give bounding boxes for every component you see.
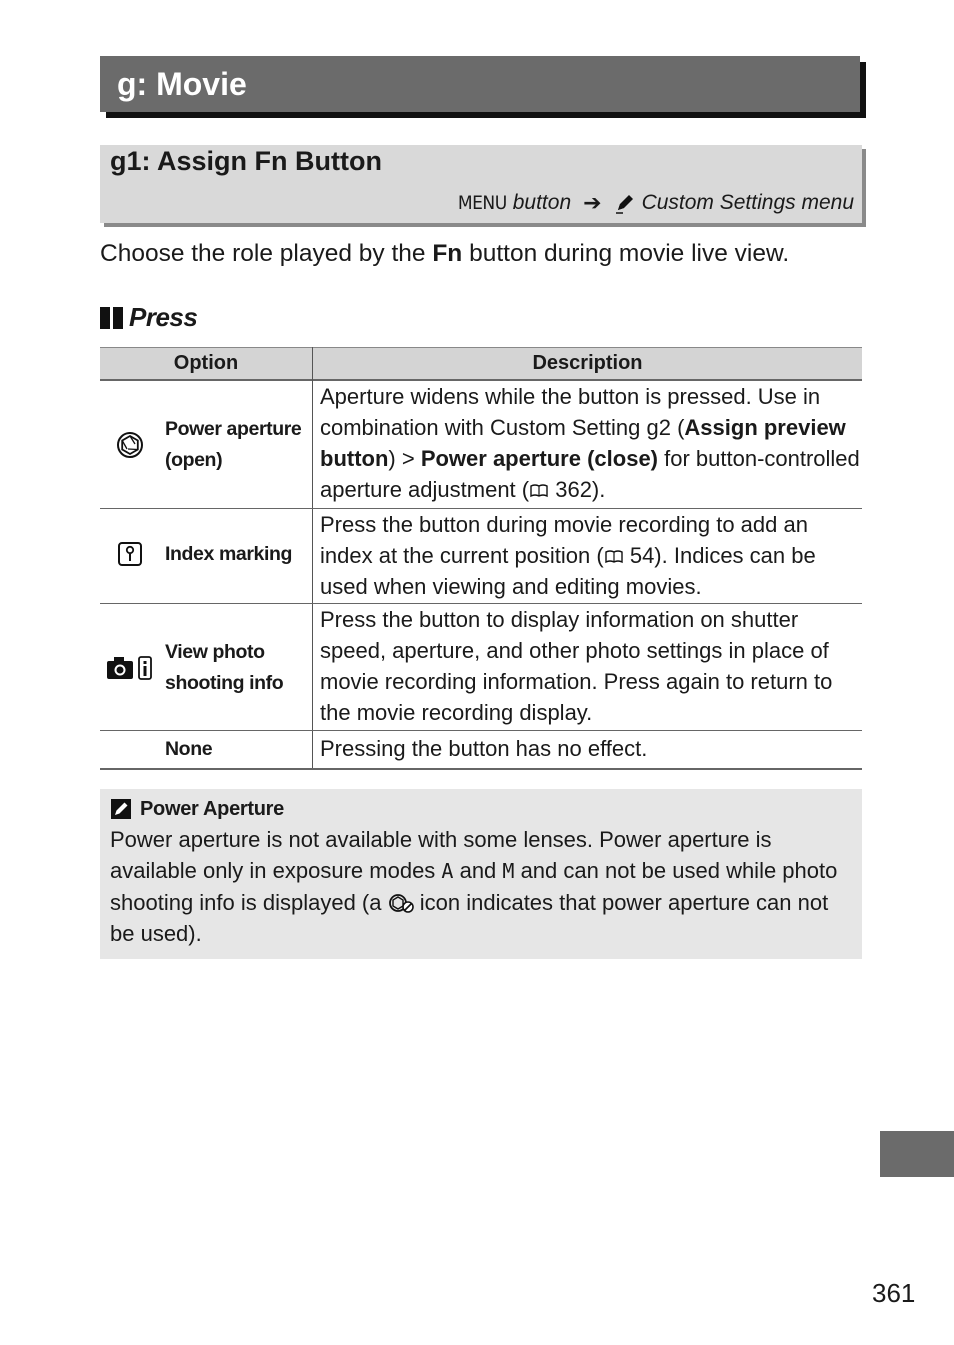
option-label-line2: (open) bbox=[165, 449, 223, 471]
note-box bbox=[100, 789, 862, 959]
section-banner bbox=[100, 56, 860, 112]
option-label bbox=[165, 604, 310, 731]
intro-text bbox=[100, 240, 789, 268]
intro-before: Choose the role played by the bbox=[100, 240, 433, 267]
column-header-description: Description bbox=[532, 352, 643, 374]
desc-text: Press the button during movie recording to add an index at the current position ( bbox=[320, 512, 808, 568]
page-number: 361 bbox=[872, 1278, 916, 1308]
setting-title: g1: Assign Fn Button bbox=[110, 146, 382, 176]
note-heading bbox=[110, 794, 852, 824]
table-row bbox=[100, 604, 862, 731]
option-label-line2: shooting info bbox=[165, 671, 284, 694]
note-text: and can not be used while photo shooting info is displayed (a bbox=[110, 858, 838, 915]
table-row bbox=[100, 731, 862, 770]
desc-text: ) > bbox=[388, 446, 421, 471]
table-header bbox=[100, 347, 862, 381]
option-label-line1: View photo bbox=[165, 640, 265, 663]
option-description: Press the button to display information on shutter speed, aperture, and other photo settings in place of movie recording information. Press again to return to the movie recording display. bbox=[320, 607, 833, 725]
power-aperture-icon bbox=[100, 381, 160, 509]
option-description: Pressing the button has no effect. bbox=[320, 736, 648, 761]
note-title: Power Aperture bbox=[140, 797, 284, 820]
option-label-line1: Index marking bbox=[165, 542, 293, 565]
note-text: icon indicates that power aperture can not be used). bbox=[110, 890, 829, 946]
menu-name: Custom Settings menu bbox=[641, 191, 854, 214]
book-icon bbox=[529, 483, 549, 498]
option-label bbox=[165, 509, 310, 599]
power-aperture-unavailable-icon bbox=[388, 893, 414, 913]
pencil-icon bbox=[614, 192, 636, 214]
option-description bbox=[320, 381, 860, 505]
desc-text: Aperture widens while the button is pressed. Use in combination with Custom Setting g2 ( bbox=[320, 384, 821, 440]
chapter-tab-marker bbox=[880, 1131, 954, 1177]
desc-bold: Power aperture (close) bbox=[420, 446, 658, 471]
mode-a-label: A bbox=[441, 859, 454, 883]
index-marking-icon bbox=[100, 509, 160, 599]
menu-key-label: MENU bbox=[457, 192, 507, 214]
option-label-line1: None bbox=[165, 738, 213, 760]
fn-key-label: Fn bbox=[432, 240, 463, 267]
mode-m-label: M bbox=[502, 859, 515, 883]
option-description bbox=[320, 509, 860, 602]
option-label bbox=[165, 381, 310, 509]
menu-button-text: button bbox=[512, 191, 572, 214]
option-label bbox=[165, 731, 310, 768]
press-heading bbox=[100, 302, 197, 333]
setting-banner bbox=[100, 145, 862, 223]
book-icon bbox=[604, 549, 624, 564]
desc-text: 54). Indices can be used when viewing and editing movies. bbox=[320, 543, 816, 599]
desc-text: for button-controlled aperture adjustment ( bbox=[320, 446, 860, 502]
section-title: g: Movie bbox=[117, 66, 247, 102]
table-row bbox=[100, 381, 862, 509]
note-text: and bbox=[453, 858, 503, 883]
pencil-note-icon bbox=[110, 798, 132, 820]
intro-after: button during movie live view. bbox=[462, 240, 790, 267]
desc-text: 362). bbox=[549, 477, 606, 502]
table-row bbox=[100, 509, 862, 604]
press-heading-text: Press bbox=[129, 302, 198, 332]
arrow-icon: ➔ bbox=[583, 190, 602, 215]
desc-bold: Assign preview button bbox=[320, 415, 846, 471]
column-header-option: Option bbox=[173, 352, 239, 374]
option-label-line1: Power aperture bbox=[165, 418, 302, 440]
menu-path bbox=[458, 190, 854, 216]
note-text: Power aperture is not available with some lenses. Power aperture is available only in exposure modes bbox=[110, 827, 772, 883]
note-body bbox=[110, 824, 852, 949]
camera-info-icon bbox=[100, 604, 160, 731]
section-marker-icon bbox=[100, 307, 123, 329]
